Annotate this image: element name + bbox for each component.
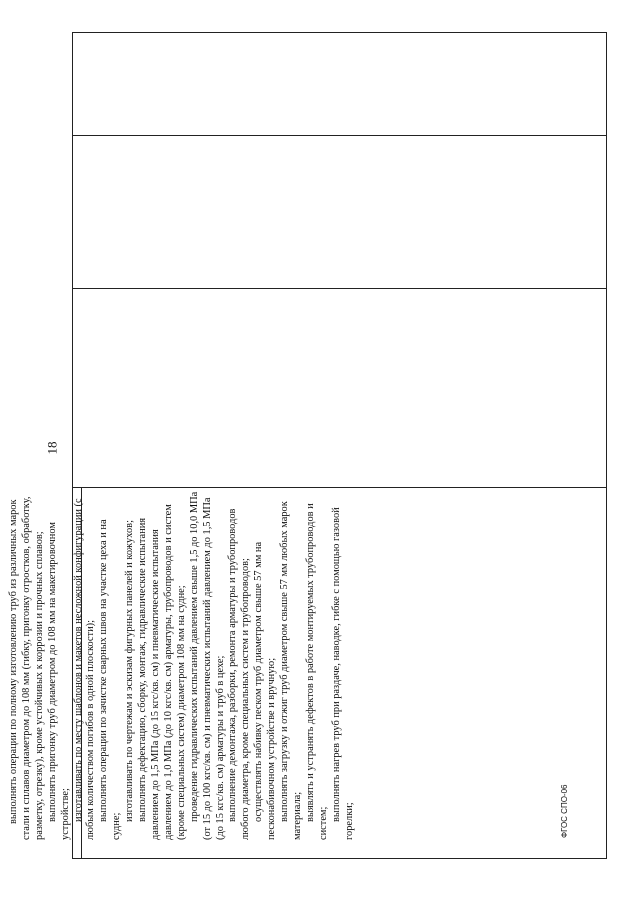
cell-text (8, 490, 356, 840)
paragraph: выявлять и устранять дефектов в работе монтируемых трубопроводов и систем; (304, 503, 329, 840)
paragraph: осуществлять набивку песком труб диаметром свыше 57 мм на песконабивочном устройстве и вручную; (253, 541, 278, 840)
paragraph: изготавливать по месту шаблонов и макетов несложной конфигурации (с любым количеством погибов в одной плоскости); (72, 498, 97, 840)
paragraph: выполнять пригонку труб диаметром до 108 мм на макетировочном устройстве; (46, 522, 71, 840)
paragraph: выполнять дефектацию, сборку, монтаж, гидравлические испытания давлением до 1,5 МПа (до 15 кгс/кв. см) и пневматические испытания давлением до 1,0 МПа (до 10 кгс/кв. см) арматуры, трубопроводов и систем (кроме специальных систем) диаметром 108 мм на судне; (137, 504, 187, 840)
paragraph: выполнять операции по полному изготовлению труб из различных марок стали и сплавов диаметром до 108 мм (гибку, пригонку отростков, обработку, разметку, отрезку), кроме устойчивых к коррозии и прочных сплавов; (8, 496, 45, 840)
paragraph: проведение гидравлических испытаний давлением свыше 1,5 до 10,0 МПа (от 15 до 100 кгс/кв. см) и пневматических испытаний давлением до 1,5 МПа (до 15 кгс/кв. см) арматуры и труб в цехе; (188, 491, 226, 840)
paragraph: выполнять операции по зачистке сварных швов на участке цеха и на судне; (98, 519, 123, 840)
rotated-cell (0, 486, 535, 848)
paragraph: изготавливать по чертежам и эскизам фигурных панелей и кожухов; (124, 520, 136, 822)
page-number: 18 (44, 441, 60, 455)
paragraph: выполнять загрузку и отжиг труб диаметром свыше 57 мм любых марок материала; (279, 501, 303, 840)
paragraph: выполнение демонтажа, разборки, ремонта арматуры и трубопроводов любого диаметра, кроме специальных систем и трубопроводов; (227, 508, 252, 840)
paragraph: выполнять нагрев труб при раздаче, наводке, гибке с помощью газовой горелки; (330, 507, 355, 840)
footer-code: ФГОС СПО-06 (560, 784, 569, 838)
table-divider (73, 288, 606, 289)
table-divider (73, 135, 606, 136)
